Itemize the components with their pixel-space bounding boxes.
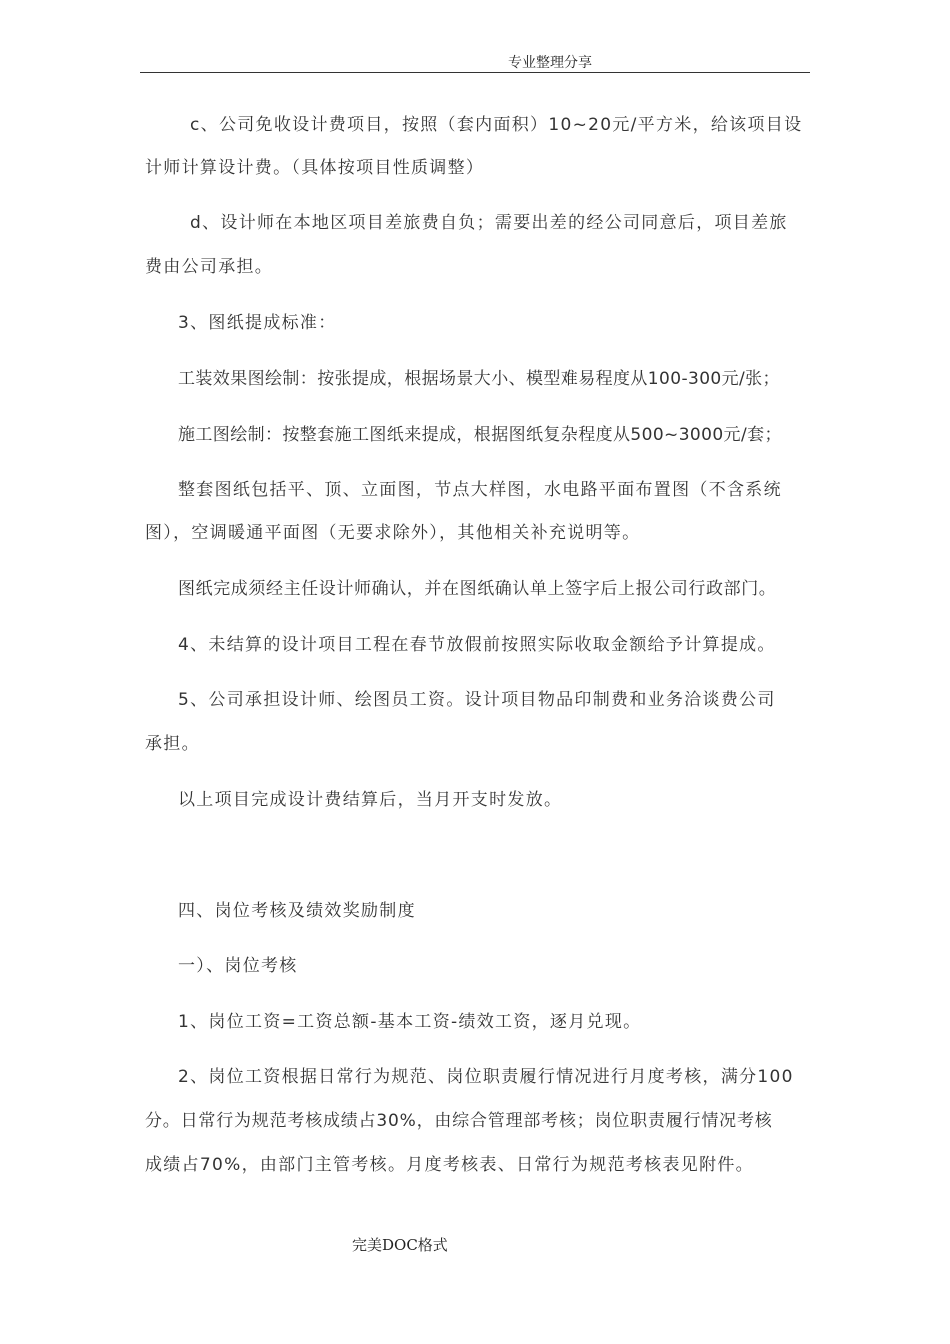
text-line: 4、未结算的设计项目工程在春节放假前按照实际收取金额给予计算提成。 bbox=[178, 635, 776, 655]
page-header bbox=[0, 52, 950, 70]
text-line: 成绩占70%，由部门主管考核。月度考核表、日常行为规范考核表见附件。 bbox=[145, 1155, 754, 1175]
subsection-heading: 一）、岗位考核 bbox=[178, 956, 298, 976]
text-line: 工装效果图绘制：按张提成，根据场景大小、模型难易程度从100-300元/张； bbox=[178, 369, 780, 389]
text-line: 费由公司承担。 bbox=[145, 257, 274, 277]
text-line: d、设计师在本地区项目差旅费自负；需要出差的经公司同意后，项目差旅 bbox=[190, 213, 788, 233]
text-line: 图纸完成须经主任设计师确认，并在图纸确认单上签字后上报公司行政部门。 bbox=[178, 579, 777, 599]
section-heading: 四、岗位考核及绩效奖励制度 bbox=[178, 901, 416, 921]
text-line: 施工图绘制：按整套施工图纸来提成，根据图纸复杂程度从500~3000元/套； bbox=[178, 425, 782, 445]
text-line: 图），空调暖通平面图（无要求除外），其他相关补充说明等。 bbox=[145, 523, 641, 543]
text-line: c、公司免收设计费项目，按照（套内面积）10~20元/平方米，给该项目设 bbox=[190, 115, 803, 135]
text-line: 1、岗位工资=工资总额-基本工资-绩效工资，逐月兑现。 bbox=[178, 1012, 642, 1032]
text-line: 计师计算设计费。（具体按项目性质调整） bbox=[145, 158, 485, 178]
text-line: 承担。 bbox=[145, 734, 200, 754]
page-footer: 完美DOC格式 bbox=[352, 1236, 448, 1254]
text-line: 3、图纸提成标准： bbox=[178, 313, 337, 333]
text-line: 整套图纸包括平、顶、立面图，节点大样图，水电路平面布置图（不含系统 bbox=[178, 480, 782, 500]
text-line: 2、岗位工资根据日常行为规范、岗位职责履行情况进行月度考核，满分100 bbox=[178, 1067, 794, 1087]
text-line: 以上项目完成设计费结算后，当月开支时发放。 bbox=[178, 790, 563, 810]
header-rule bbox=[140, 72, 810, 73]
header-text: 专业整理分享 bbox=[508, 55, 592, 71]
text-line: 5、公司承担设计师、绘图员工资。设计项目物品印制费和业务洽谈费公司 bbox=[178, 690, 776, 710]
text-line: 分。日常行为规范考核成绩占30%，由综合管理部考核；岗位职责履行情况考核 bbox=[145, 1111, 773, 1131]
